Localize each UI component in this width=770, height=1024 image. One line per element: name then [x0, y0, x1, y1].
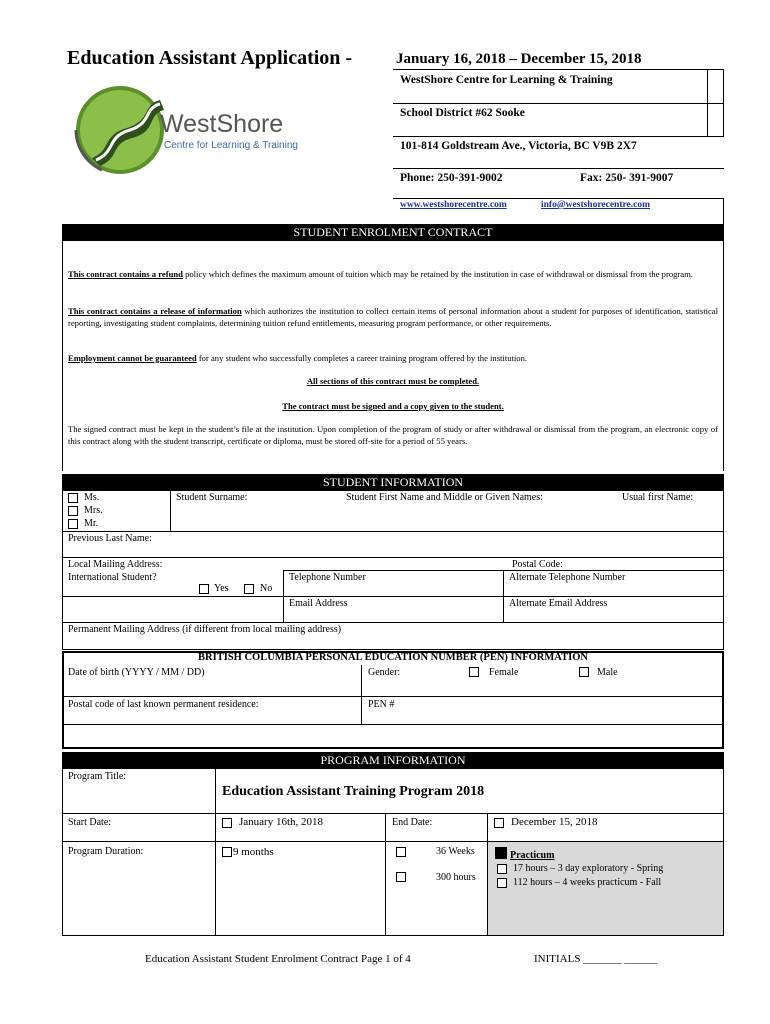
telephone-label: Telephone Number — [289, 572, 366, 583]
logo-wordmark: WestShore — [160, 110, 284, 138]
email-link[interactable]: info@westshorecentre.com — [541, 200, 650, 210]
title-mr-label: Mr. — [84, 518, 99, 529]
dob-label: Date of birth (YYYY / MM / DD) — [68, 667, 205, 678]
surname-label: Student Surname: — [176, 492, 248, 503]
end-date-checkbox[interactable] — [494, 818, 504, 828]
international-label: International Student? — [68, 572, 157, 583]
practicum-fall-label: 112 hours – 4 weeks practicum - Fall — [513, 877, 662, 888]
practicum-checkbox[interactable] — [495, 847, 507, 859]
retention-paragraph: The signed contract must be kept in the student’s file at the institution. Upon completion of the program of study or after withdrawal or dismissal from the program, an electronic copy of this contract along with the student transcript, certificate or diploma, must be stored off-site for a period of 55 years. — [68, 424, 718, 446]
duration-value: 9 months — [233, 846, 274, 858]
title-mrs-checkbox[interactable] — [68, 506, 78, 516]
start-date-checkbox[interactable] — [222, 818, 232, 828]
start-date-label: Start Date: — [68, 817, 112, 828]
international-yes-label: Yes — [214, 583, 229, 594]
start-date-value: January 16th, 2018 — [239, 816, 324, 828]
international-no-checkbox[interactable] — [244, 584, 254, 594]
page-footer: Education Assistant Student Enrolment Contract Page 1 of 4 — [145, 953, 411, 965]
org-phone: Phone: 250-391-9002 — [400, 172, 503, 184]
employment-paragraph: Employment cannot be guaranteed for any student who successfully completes a career training program offered by the institution. — [68, 353, 528, 363]
gender-female-label: Female — [489, 667, 519, 678]
logo-tagline: Centre for Learning & Training — [164, 140, 298, 151]
postal-code-label: Postal Code: — [512, 559, 563, 570]
weeks-label: 36 Weeks — [436, 846, 475, 857]
title-mr-checkbox[interactable] — [68, 519, 78, 529]
title-ms-checkbox[interactable] — [68, 493, 78, 503]
alt-email-label: Alternate Email Address — [509, 598, 608, 609]
hours-label: 300 hours — [436, 872, 476, 883]
org-address: 101-814 Goldstream Ave., Victoria, BC V9B 2X7 — [400, 140, 637, 152]
weeks-checkbox[interactable] — [396, 847, 406, 857]
practicum-exploratory-label: 17 hours – 3 day exploratory - Spring — [513, 863, 664, 874]
title-ms-label: Ms. — [84, 492, 100, 503]
page-title: Education Assistant Application - — [67, 47, 353, 69]
program-title-value: Education Assistant Training Program 2018 — [222, 784, 485, 799]
usual-name-label: Usual first Name: — [622, 492, 694, 503]
gender-label: Gender: — [368, 667, 401, 678]
practicum-label: Practicum — [510, 850, 555, 861]
end-date-value: December 15, 2018 — [511, 816, 598, 828]
section-heading-student: STUDENT INFORMATION — [62, 474, 724, 491]
initials-field[interactable]: INITIALS _______ ______ — [534, 953, 658, 965]
end-date-label: End Date: — [392, 817, 433, 828]
postal-last-label: Postal code of last known permanent residence: — [68, 699, 259, 710]
first-name-label: Student First Name and Middle or Given Names: — [346, 492, 543, 503]
section-heading-pen: BRITISH COLUMBIA PERSONAL EDUCATION NUMBER (PEN) INFORMATION — [198, 652, 588, 663]
practicum-fall-checkbox[interactable] — [497, 878, 507, 888]
alt-telephone-label: Alternate Telephone Number — [509, 572, 626, 583]
hours-checkbox[interactable] — [396, 872, 406, 882]
completion-notice: All sections of this contract must be completed. — [306, 376, 480, 386]
org-name: WestShore Centre for Learning & Training — [400, 74, 613, 86]
gender-male-checkbox[interactable] — [579, 667, 589, 677]
gender-male-label: Male — [597, 667, 618, 678]
section-heading-contract: STUDENT ENROLMENT CONTRACT — [62, 224, 724, 241]
email-label: Email Address — [289, 598, 348, 609]
refund-paragraph: This contract contains a refund policy which defines the maximum amount of tuition which may be retained by the institution in case of withdrawal or dismissal from the program. — [68, 269, 693, 279]
international-yes-checkbox[interactable] — [199, 584, 209, 594]
westshore-logo — [72, 80, 312, 180]
gender-female-checkbox[interactable] — [469, 667, 479, 677]
previous-last-name-label: Previous Last Name: — [68, 533, 152, 544]
international-no-label: No — [260, 583, 273, 594]
program-dates: January 16, 2018 – December 15, 2018 — [396, 51, 642, 67]
website-link[interactable]: www.westshorecentre.com — [400, 200, 507, 210]
section-heading-program: PROGRAM INFORMATION — [62, 752, 724, 769]
title-mrs-label: Mrs. — [84, 505, 103, 516]
permanent-mailing-label: Permanent Mailing Address (if different from local mailing address) — [68, 624, 342, 635]
duration-checkbox[interactable] — [222, 847, 232, 857]
signature-notice: The contract must be signed and a copy given to the student. — [282, 401, 504, 411]
program-title-label: Program Title: — [68, 771, 127, 782]
org-fax: Fax: 250- 391-9007 — [580, 172, 674, 184]
release-paragraph: This contract contains a release of information which authorizes the institution to collect certain items of personal information about a student for purposes of identification, statistical reporting, investigating student complaints, determining tuition refund entitlements, measuring program performance, or other requirements. — [68, 306, 718, 328]
duration-label: Program Duration: — [68, 846, 144, 857]
local-mailing-label: Local Mailing Address: — [68, 559, 163, 570]
pen-number-label: PEN # — [368, 699, 395, 710]
practicum-exploratory-checkbox[interactable] — [497, 864, 507, 874]
school-district: School District #62 Sooke — [400, 107, 525, 119]
